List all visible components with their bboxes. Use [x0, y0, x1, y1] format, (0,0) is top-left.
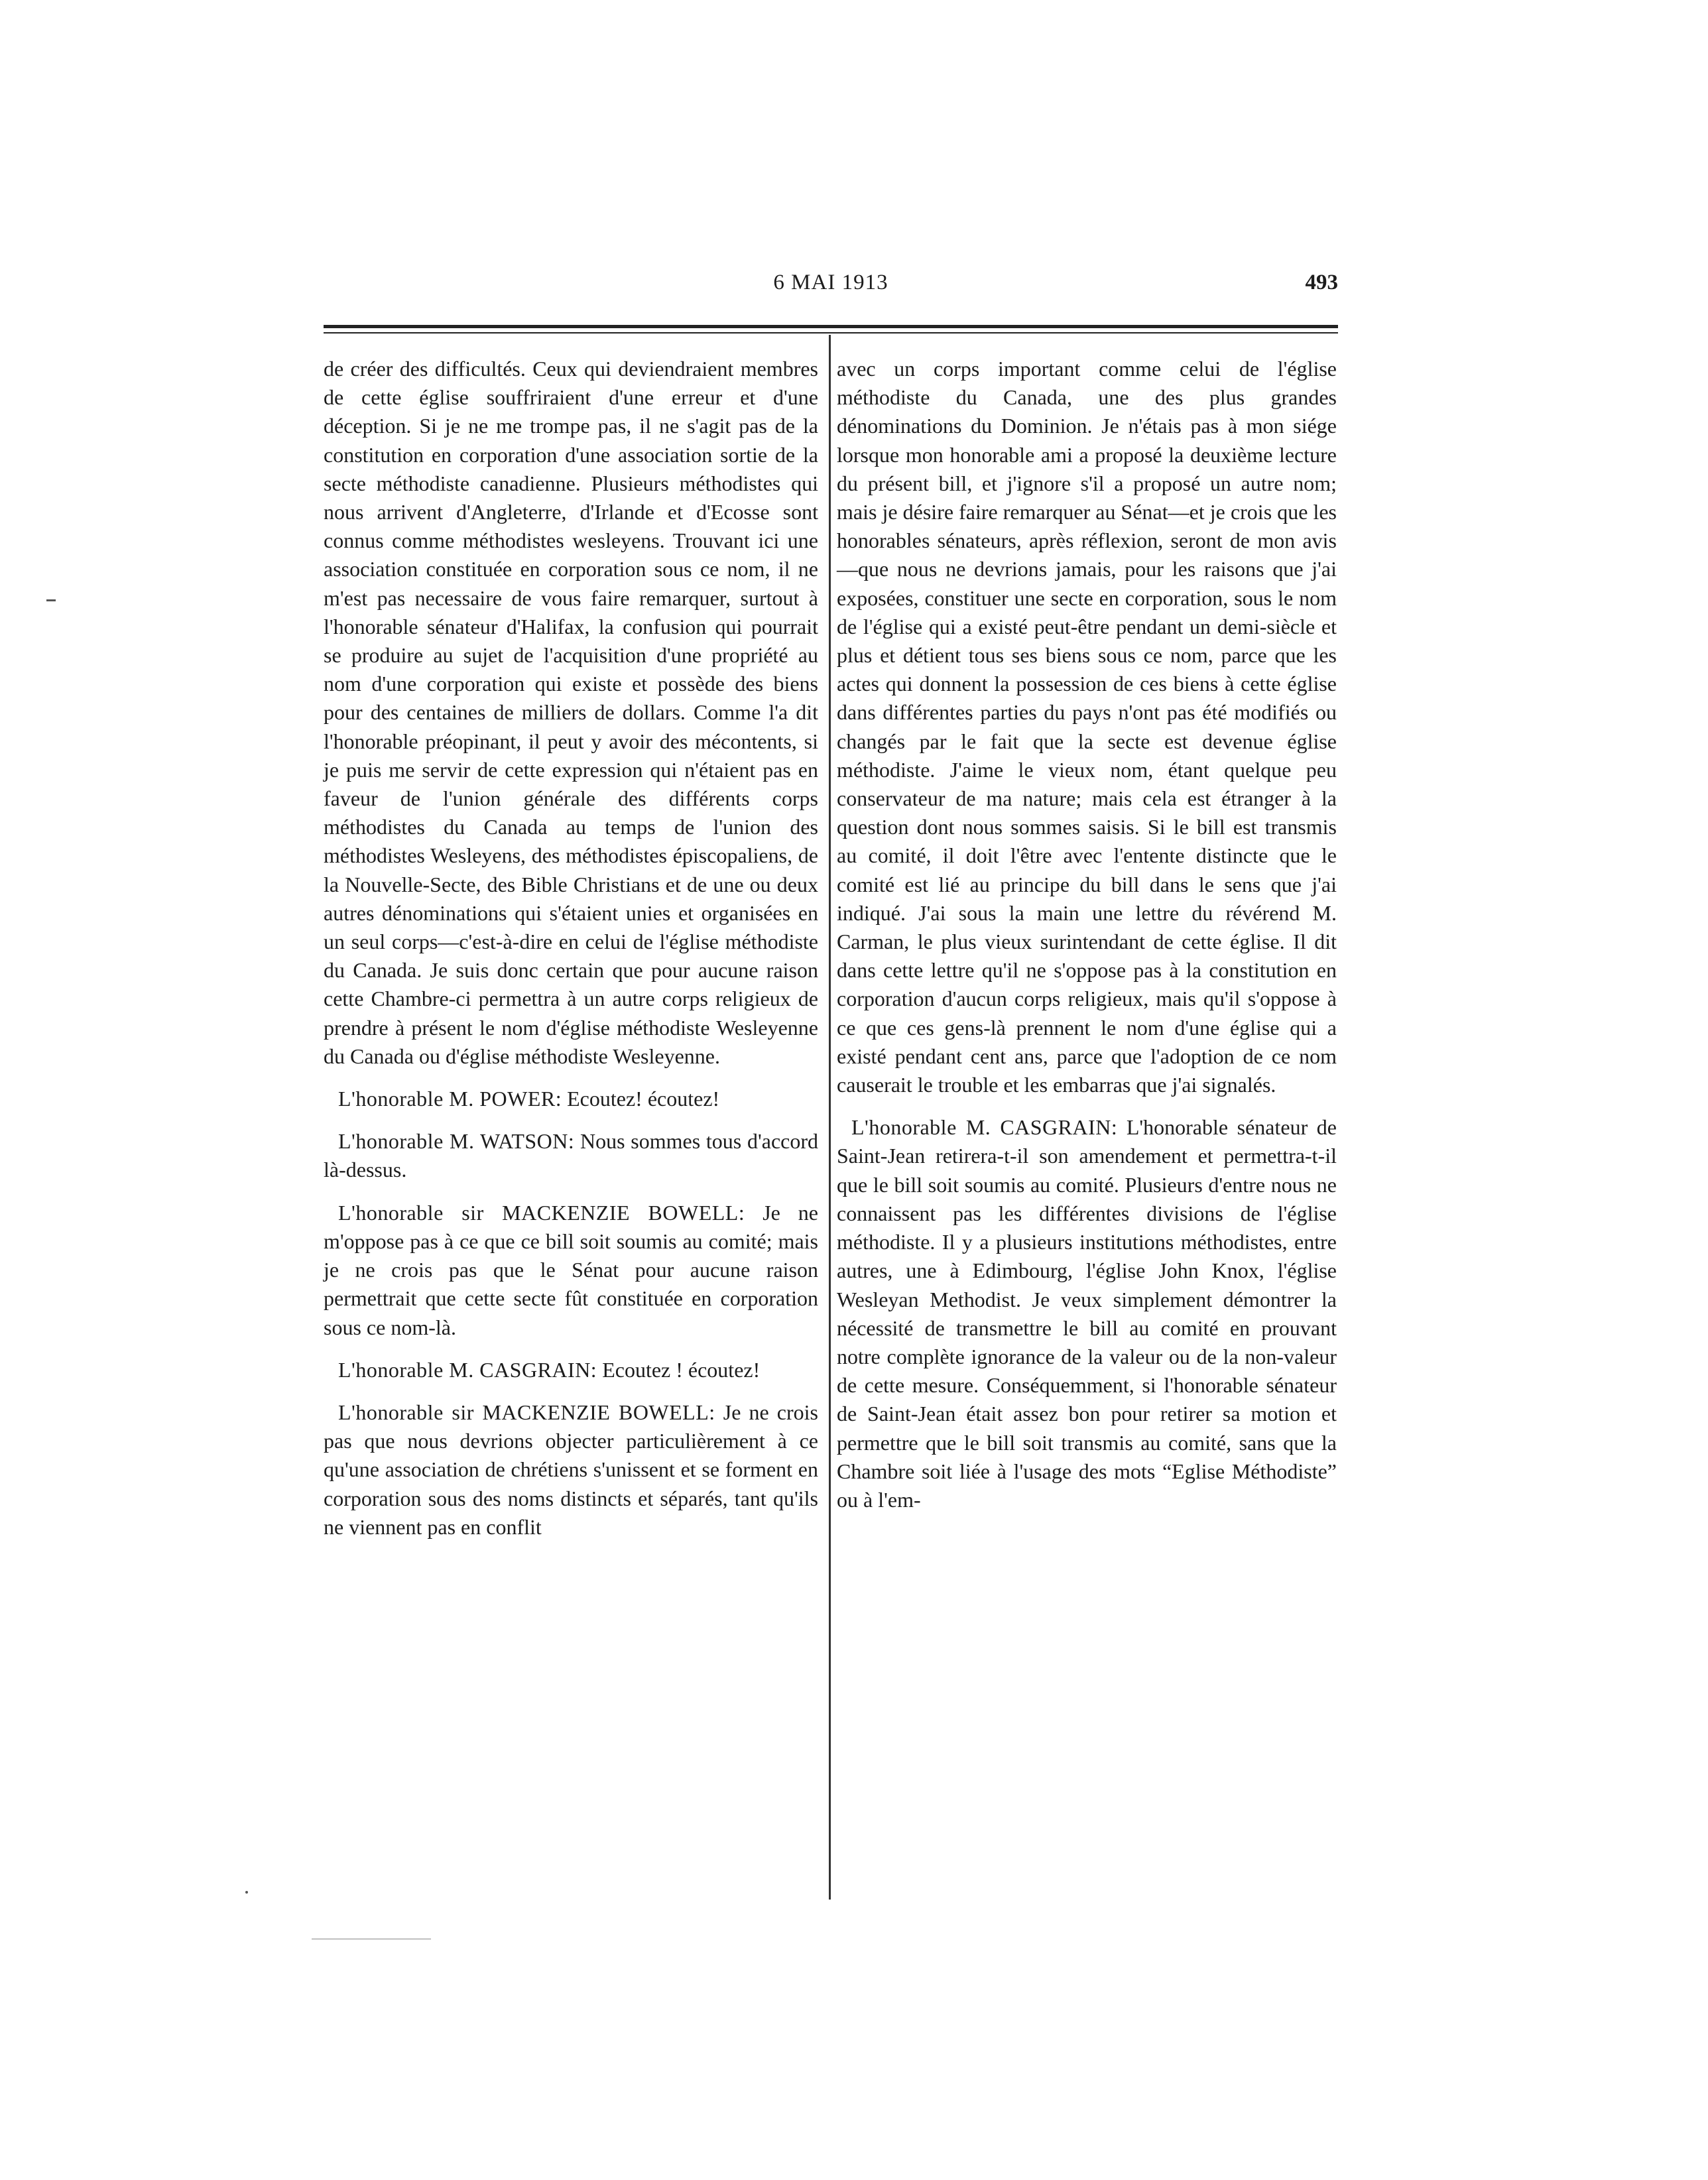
speech-text: Je ne crois pas que nous devrions objecter particulièrement à ce qu'une association de chrétiens s'unissent et se forment en corporation sous des noms distincts et séparés, tant qu'ils ne viennent pas en conflit — [324, 1400, 818, 1539]
page-date: 6 MAI 1913 — [773, 271, 888, 294]
speaker-name: L'honorable M. CASGRAIN: — [338, 1357, 597, 1382]
page-header — [324, 271, 1338, 304]
speaker-name: L'honorable sir MACKENZIE BOWELL: — [338, 1200, 745, 1225]
paragraph: de créer des difficultés. Ceux qui deviendraient membres de cette église souffriraient d'une erreur et d'une déception. Si je ne me trompe pas, il ne s'agit pas de la constitution en corporation d'une association sortie de la secte méthodiste canadienne. Plusieurs méthodistes qui nous arrivent d'Angleterre, d'Irlande et d'Ecosse sont connus comme méthodistes wesleyens. Trouvant ici une association constituée en corporation sous ce nom, il ne m'est pas necessaire de vous faire remarquer, surtout à l'honorable sénateur d'Halifax, la confusion qui pourrait se produire au sujet de l'acquisition d'une propriété au nom d'une corporation qui existe et possède des biens pour des centaines de milliers de dollars. Comme l'a dit l'honorable préopinant, il peut y avoir des mécontents, si je puis me servir de cette expression qui n'étaient pas en faveur de l'union générale des différents corps méthodistes du Canada au temps de l'union des méthodistes Wesleyens, des méthodistes épiscopaliens, de la Nouvelle-Secte, des Bible Christians et de une ou deux autres dénominations qui s'étaient unies et organisées en un seul corps—c'est-à-dire en celui de l'église méthodiste du Canada. Je suis donc certain que pour aucune raison cette Chambre-ci permettra à un autre corps religieux de prendre à présent le nom d'église méthodiste Wesleyenne du Canada ou d'église méthodiste Wesleyenne. — [324, 357, 818, 1068]
speaker-name: L'honorable sir MACKENZIE BOWELL: — [338, 1400, 715, 1424]
header-rule-thick — [324, 325, 1338, 328]
speech-bowell-2 — [324, 1398, 818, 1542]
column-divider — [829, 335, 831, 1900]
right-column — [837, 355, 1337, 1528]
left-column — [324, 355, 818, 1555]
page-number: 493 — [1305, 271, 1338, 294]
paragraph: avec un corps important comme celui de l'église méthodiste du Canada, une des plus grandes dénominations du Dominion. Je n'étais pas à mon siége lorsque mon honorable ami a proposé la deuxième lecture du présent bill, et j'ignore s'il a proposé un autre nom; mais je désire faire remarquer au Sénat—et je crois que les honorables sénateurs, après réflexion, seront de mon avis—que nous ne devrions jamais, pour les raisons que j'ai exposées, constituer une secte en corporation, sous le nom de l'église qui a existé peut-être pendant un demi-siècle et plus et détient tous ses biens sous ce nom, parce que les actes qui donnent la possession de ces biens à cette église dans différentes parties du pays n'ont pas été modifiés ou changés par le fait que la secte est devenue église méthodiste. J'aime le vieux nom, étant quelque peu conservateur de ma nature; mais cela est étranger à la question dont nous sommes saisis. Si le bill est transmis au comité, il doit l'être avec l'entente distincte que le comité est lié au principe du bill dans le sens que j'ai indiqué. J'ai sous la main une lettre du révérend M. Carman, le plus vieux surintendant de cette église. Il dit dans cette lettre qu'il ne s'oppose pas à la constitution en corporation d'aucun corps religieux, mais qu'il s'oppose à ce que ces gens-là prennent le nom d'une église qui a existé pendant cent ans, parce que l'adoption de ce nom causerait le trouble et les embarras que j'ai signalés. — [837, 357, 1337, 1097]
speaker-name: L'honorable M. WATSON: — [338, 1129, 575, 1154]
speech-casgrain-2 — [837, 1113, 1337, 1514]
scan-speck — [245, 1891, 248, 1894]
header-rule-thin — [324, 332, 1338, 333]
speaker-name: L'honorable M. POWER: — [338, 1087, 562, 1111]
speech-text: Ecoutez ! écoutez! — [602, 1357, 761, 1382]
speech-text: Ecoutez! écoutez! — [567, 1087, 720, 1111]
speech-text: Nous sommes tous d'accord là-dessus. — [324, 1129, 819, 1182]
speech-casgrain — [324, 1356, 818, 1384]
scan-speck — [46, 599, 56, 601]
speech-power — [324, 1085, 818, 1113]
speech-text: L'honorable sénateur de Saint-Jean retirera-t-il son amendement et permettra-t-il que le bill soit soumis au comité. Plusieurs d'entre nous ne connaissent pas les différentes divisions de l'église méthodiste. Il y a plusieurs institutions méthodistes, entre autres, une à Edimbourg, l'église John Knox, l'église Wesleyan Methodist. Je veux simplement démontrer la nécessité de transmettre le bill au comité en prouvant notre complète ignorance de la valeur ou de la non-valeur de cette mesure. Conséquemment, si l'honorable sénateur de Saint-Jean était assez bon pour retirer sa motion et permettre que le bill soit transmis au comité, sans que la Chambre soit liée à l'usage des mots “Eglise Méthodiste” ou à l'em- — [837, 1115, 1337, 1512]
speech-watson — [324, 1127, 818, 1184]
speech-bowell — [324, 1199, 818, 1342]
speech-text: Je ne m'oppose pas à ce que ce bill soit soumis au comité; mais je ne crois pas que le Sénat pour aucune raison permettrait que cette secte fût constituée en corporation sous ce nom-là. — [324, 1200, 818, 1339]
speaker-name: L'honorable M. CASGRAIN: — [851, 1115, 1118, 1140]
